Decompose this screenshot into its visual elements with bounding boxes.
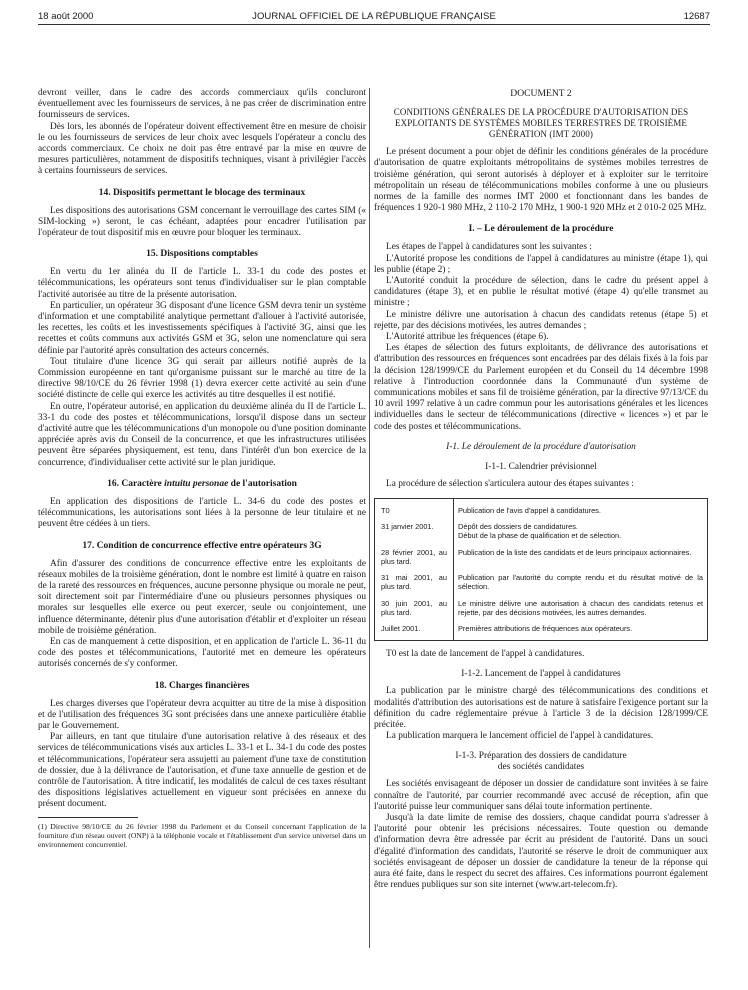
paragraph: En outre, l'opérateur autorisé, en application du deuxième alinéa du II de l'article L. 33-1 du code des postes et télécommunications, lorsqu'il dispose dans un secteur d'activité autre que les télécommunications d'un monopole ou d'une position dominante appréciée après avis du Conseil de la concurrence, et que les infrastructures utilisées peuvent être séparées physiquement, est tenu, dans l'intérêt d'un bon exercice de la concurrence, d'individualiser cette activité sur le plan juridique. [38, 401, 366, 468]
paragraph: En particulier, un opérateur 3G disposant d'une licence GSM devra tenir un système d'information et une comptabilité analytique permettant d'allouer à l'activité autorisée, les recettes, les coûts et les investissements spécifiques à l'activité 3G, ainsi que les recettes et coûts communs aux activités GSM et 3G, selon une nomenclature qui sera définie par l'autorité après consultation des acteurs concernés. [38, 300, 366, 356]
paragraph: Afin d'assurer des conditions de concurrence effective entre les exploitants de réseaux mobiles de la troisième génération, dont le nombre est limité à quatre en raison de la rareté des ressources en fréquences, aucune personne physique ou morale ne peut, soit directement soit par l'intermédiaire d'une ou plusieurs personnes physiques ou morales sur lesquelles elle exerce ou peut exercer, seule ou conjointement, une influence déterminante, détenir plus d'une autorisation d'établir et d'exploiter un réseau mobile de troisième génération. [38, 558, 366, 636]
paragraph: L'Autorité conduit la procédure de sélection, dans le cadre du présent appel à candidatures (étape 3), et en publie le résultat motivé (étape 4) qu'elle transmet au ministre ; [374, 276, 708, 309]
section-heading-17: 17. Condition de concurrence effective entre opérateurs 3G [82, 540, 322, 551]
subsection-heading-I-1-1: I-1-1. Calendrier prévisionnel [485, 461, 597, 472]
schedule-row [375, 573, 707, 591]
header-date: 18 août 2000 [38, 11, 94, 22]
schedule-date: 30 juin 2001, au plus tard. [381, 598, 447, 617]
footnote-rule [38, 817, 138, 818]
column-divider [369, 88, 370, 948]
schedule-date: Juillet 2001. [381, 623, 421, 633]
footnote: (1) Directive 98/10/CE du 26 février 1998 du Parlement et du Conseil concernant l'application de la fourniture d'un réseau ouvert (ONP) à la téléphonie vocale et l'établissement d'un service universel dans un environnement concurrentiel. [38, 821, 366, 849]
paragraph: En application des dispositions de l'article L. 34-6 du code des postes et télécommunications, les autorisations sont liées à la personne de leur titulaire et ne peuvent être cédées à un tiers. [38, 496, 366, 530]
paragraph: En cas de manquement à cette disposition, et en application de l'article L. 36-11 du code des postes et télécommunications, l'autorité met en demeure les opérateurs autorisés concernés de s'y conformer. [38, 636, 366, 670]
paragraph: Les sociétés envisageant de déposer un dossier de candidature sont invitées à se faire connaître de l'autorité, par courrier recommandé avec accusé de réception, afin que l'autorité puisse leur communiquer sans délai toute information pertinente. [374, 779, 708, 812]
schedule-row [375, 531, 707, 540]
paragraph: La publication par le ministre chargé des télécommunications des conditions et modalités d'attribution des autorisations est de nature à satisfaire l'exigence portant sur la définition du cadre réglementaire prévue à l'article 3 de la décision 128/1999/CE précitée. [374, 686, 708, 730]
header-journal-title: JOURNAL OFFICIEL DE LA RÉPUBLIQUE FRANÇAISE [252, 11, 496, 22]
paragraph: La publication marquera le lancement officiel de l'appel à candidatures. [386, 731, 654, 742]
heading-part: 16. Caractère [107, 478, 162, 489]
heading-line: des sociétés candidates [497, 762, 585, 773]
heading-italic-part: intuitu personae [164, 478, 229, 489]
paragraph: Tout titulaire d'une licence 3G qui serait par ailleurs notifié auprès de la Commission européenne en tant qu'organisme puissant sur le marché au titre de la directive 98/10/CE du 26 février 1998 (1) devra exercer cette activité au sein d'une société distincte de celle qui exerce les activités au titre desquelles il est notifié. [38, 356, 366, 401]
schedule-date: 28 février 2001, au plus tard. [381, 547, 447, 566]
schedule-description: Début de la phase de qualification et de sélection. [453, 531, 707, 540]
paragraph: Par ailleurs, en tant que titulaire d'une autorisation relative à des réseaux et des services de télécommunications visés aux articles L. 33-1 et L. 34-1 du code des postes et télécommunications, l'opérateur sera assujetti au paiement d'une taxe de constitution de dossier, due à la délivrance de l'autorisation, et d'une taxe annuelle de gestion et de contrôle de l'autorisation. À titre indicatif, les modalités de calcul de ces taxes résultant des dispositions législatives actuellement en vigueur sont précisées en annexe du présent document. [38, 732, 366, 810]
schedule-description: Premières attributions de fréquences aux opérateurs. [453, 624, 707, 633]
section-heading-15: 15. Dispositions comptables [146, 249, 258, 260]
section-heading-18: 18. Charges financières [154, 680, 250, 691]
paragraph: Jusqu'à la date limite de remise des dossiers, chaque candidat pourra s'adresser à l'autorité pour obtenir les précisions nécessaires. Toute question ou demande d'information devra être adressée par écrit au président de l'autorité. Dans un souci d'égalité d'information des candidats, l'autorité se réserve le droit de communiquer aux sociétés envisageant de déposer un dossier de candidature la teneur de la réponse qui aura été faite, dans le respect du secret des affaires. Ces informations pourront également être rendues publiques sur son site internet (www.art-telecom.fr). [374, 812, 708, 891]
schedule-description: Publication de la liste des candidats et de leurs principaux actionnaires. [453, 548, 707, 566]
section-heading-14: 14. Dispositifs permettant le blocage des terminaux [98, 187, 306, 198]
subsection-heading-I-1-2: I-1-2. Lancement de l'appel à candidatures [461, 669, 621, 680]
heading-line: I-1-3. Préparation des dossiers de candidature [455, 751, 627, 762]
paragraph: T0 est la date de lancement de l'appel à candidatures. [386, 649, 585, 660]
section-heading-I: I. – Le déroulement de la procédure [468, 224, 614, 235]
schedule-row [375, 522, 707, 531]
schedule-date: 31 janvier 2001. [381, 522, 434, 532]
document-number: DOCUMENT 2 [510, 88, 572, 99]
schedule-description: Le ministre délivre une autorisation à chacun des candidats retenus et rejette, par des décisions motivées, les autres demandes. [453, 599, 707, 617]
schedule-row [375, 506, 707, 515]
schedule-description: Dépôt des dossiers de candidatures. [453, 522, 707, 531]
schedule-row [375, 599, 707, 617]
paragraph: Le présent document a pour objet de définir les conditions générales de la procédure d'autorisation de quatre exploitants métropolitains de systèmes mobiles terrestres de troisième génération, qui seront autorisés à déployer et à exploiter sur le territoire métropolitain un réseau de télécommunications mobiles conforme à une ou plusieurs normes de la famille des normes IMT 2000 et fonctionnant dans les bandes de fréquences 1 920-1 980 MHz, 2 110-2 170 MHz, 1 900-1 920 MHz et 2 010-2 025 MHz. [374, 147, 708, 214]
header-page-number: 12687 [683, 11, 710, 22]
schedule-date: T0 [381, 506, 390, 516]
paragraph: Le ministre délivre une autorisation à chacun des candidats retenus (étape 5) et rejette, par des décisions motivées, les autres demandes ; [374, 309, 708, 331]
page-header [38, 8, 710, 24]
schedule-table [374, 498, 708, 641]
paragraph: Dès lors, les abonnés de l'opérateur doivent effectivement être en mesure de choisir le ou les fournisseurs de services de leur choix avec lesquels l'opérateur a conclu des accords commerciaux. Ce choix ne doit pas être entravé par la mise en œuvre de mesures particulières, notamment de dispositifs techniques, visant à privilégier l'accès à certains fournisseurs de services. [38, 121, 366, 177]
paragraph: En vertu du 1er alinéa du II de l'article L. 33-1 du code des postes et télécommunications, les opérateurs sont tenus d'individualiser sur le plan comptable l'activité autorisée au titre de la présente autorisation. [38, 267, 366, 300]
section-heading-16 [38, 479, 366, 490]
schedule-date [375, 531, 453, 540]
subsection-heading-I-1: I-1. Le déroulement de la procédure d'autorisation [446, 441, 636, 452]
paragraph: L'Autorité propose les conditions de l'appel à candidatures au ministre (étape 1), qui les publie (étape 2) ; [374, 253, 708, 275]
paragraph: Les étapes de sélection des futurs exploitants, de délivrance des autorisations et d'attribution des ressources en fréquences sont encadrées par des délais fixés à la fois par la décision 128/1999/CE du Parlement européen et du Conseil du 14 décembre 1998 relative à l'introduction coordonnée dans la Communauté d'un système de communications mobiles et sans fil de troisième génération, par la directive 97/13/CE du 10 avril 1997 relative à un cadre commun pour les autorisations générales et les licences individuelles dans le secteur de télécommunications (directive « licences ») et par le code des postes et télécommunications. [374, 343, 708, 432]
document-title: CONDITIONS GÉNÉRALES DE LA PROCÉDURE D'AUTORISATION DES EXPLOITANTS DE SYSTÈMES MOBILES TERRESTRES DE TROISIÈME GÉNÉRATION (IMT 2000) [393, 107, 689, 140]
left-column [38, 88, 366, 849]
paragraph: Les charges diverses que l'opérateur devra acquitter au titre de la mise à disposition et de l'utilisation des fréquences 3G sont précisées dans une annexe particulière établie par le Gouvernement. [38, 698, 366, 731]
schedule-description: Publication de l'avis d'appel à candidatures. [453, 506, 707, 515]
paragraph: devront veiller, dans le cadre des accords commerciaux qu'ils concluront éventuellement avec les fournisseurs de services, à ne pas créer de discrimination entre fournisseurs de services. [38, 88, 366, 121]
subsection-heading-I-1-3 [374, 751, 708, 773]
schedule-date: 31 mai 2001, au plus tard. [381, 573, 447, 592]
paragraph: L'Autorité attribue les fréquences (étape 6). [386, 332, 549, 343]
schedule-description: Publication par l'autorité du compte rendu et du résultat motivé de la sélection. [453, 573, 707, 591]
schedule-row [375, 624, 707, 633]
paragraph: La procédure de sélection s'articulera autour des étapes suivantes : [386, 478, 634, 489]
paragraph: Les étapes de l'appel à candidatures sont les suivantes : [386, 242, 592, 253]
right-column [374, 88, 708, 891]
header-rule [38, 24, 710, 25]
schedule-row [375, 548, 707, 566]
heading-part: de l'autorisation [230, 478, 297, 489]
paragraph: Les dispositions des autorisations GSM concernant le verrouillage des cartes SIM (« SIM-locking ») seront, le cas échéant, adaptées pour encadrer l'utilisation par l'opérateur de tout dispositif mis en œuvre pour bloquer les terminaux. [38, 205, 366, 239]
